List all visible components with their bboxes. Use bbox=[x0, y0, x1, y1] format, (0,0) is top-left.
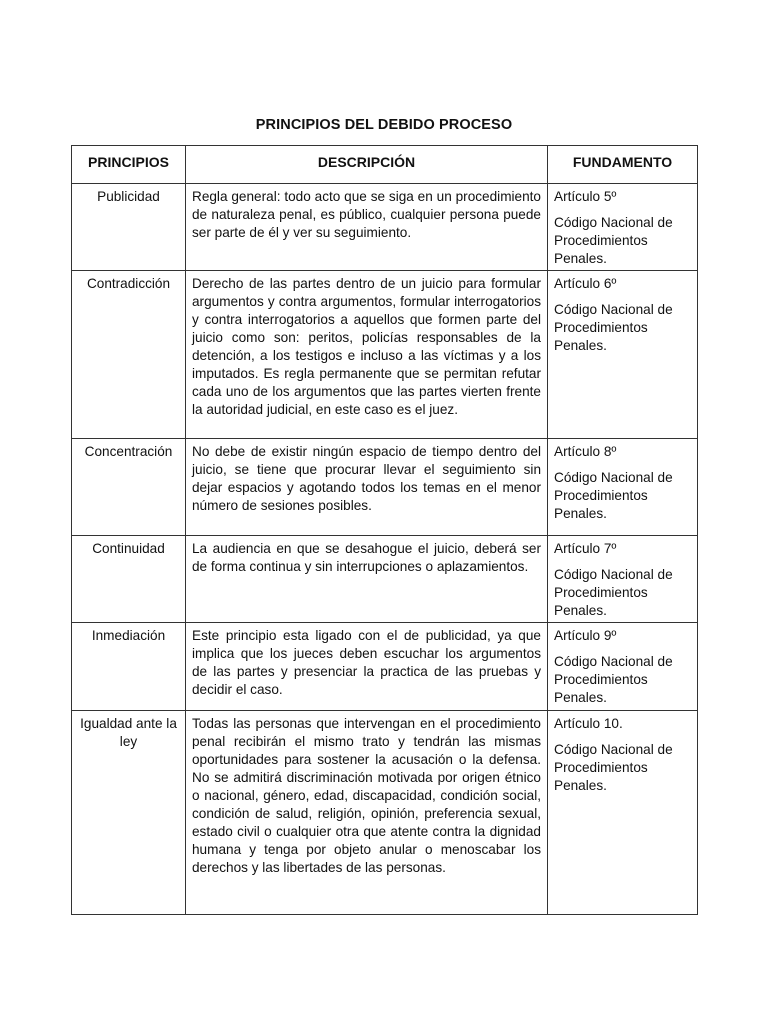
basis-article: Artículo 7º bbox=[554, 541, 617, 556]
column-header-basis: FUNDAMENTO bbox=[548, 146, 698, 184]
table-row bbox=[72, 271, 698, 439]
table-row bbox=[72, 623, 698, 711]
principle-description: Regla general: todo acto que se siga en un procedimiento de naturaleza penal, es público, cualquier persona puede ser parte de él y ver su seguimiento. bbox=[186, 184, 548, 271]
principle-description: La audiencia en que se desahogue el juicio, deberá ser de forma continua y sin interrupciones o aplazamientos. bbox=[186, 536, 548, 623]
principle-name: Contradicción bbox=[72, 271, 186, 439]
principle-description: Derecho de las partes dentro de un juicio para formular argumentos y contra argumentos, formular interrogatorios y contra interrogatorios a aquellos que formen parte del juicio como son: peritos, policías responsables de la detención, a los testigos e incluso a las víctimas y a los imputados. Es regla permanente que se permitan refutar cada uno de los argumentos que las partes vierten frente la autoridad judicial, en este caso es el juez. bbox=[186, 271, 548, 439]
basis-code: Código Nacional de Procedimientos Penales. bbox=[554, 470, 673, 521]
principle-name: Igualdad ante la ley bbox=[72, 711, 186, 915]
principle-basis bbox=[548, 184, 698, 271]
basis-article: Artículo 10. bbox=[554, 716, 623, 731]
principle-name: Concentración bbox=[72, 439, 186, 536]
table-row bbox=[72, 439, 698, 536]
principle-basis bbox=[548, 711, 698, 915]
principle-name: Continuidad bbox=[72, 536, 186, 623]
principle-description: Este principio esta ligado con el de publicidad, ya que implica que los jueces deben escuchar los argumentos de las partes y presenciar la practica de las pruebas y decidir el caso. bbox=[186, 623, 548, 711]
column-header-description: DESCRIPCIÓN bbox=[186, 146, 548, 184]
principle-description: No debe de existir ningún espacio de tiempo dentro del juicio, se tiene que procurar llevar el seguimiento sin dejar espacios y agotando todos los temas en el menor número de sesiones posibles. bbox=[186, 439, 548, 536]
basis-article: Artículo 9º bbox=[554, 628, 617, 643]
basis-code: Código Nacional de Procedimientos Penales. bbox=[554, 302, 673, 353]
basis-article: Artículo 8º bbox=[554, 444, 617, 459]
principle-name: Inmediación bbox=[72, 623, 186, 711]
principle-basis bbox=[548, 536, 698, 623]
principle-name: Publicidad bbox=[72, 184, 186, 271]
basis-code: Código Nacional de Procedimientos Penales. bbox=[554, 567, 673, 618]
basis-article: Artículo 6º bbox=[554, 276, 617, 291]
principle-description: Todas las personas que intervengan en el procedimiento penal recibirán el mismo trato y tendrán las mismas oportunidades para sostener la acusación o la defensa. No se admitirá discriminación motivada por origen étnico o nacional, género, edad, discapacidad, condición social, condición de salud, religión, opinión, preferencia sexual, estado civil o cualquier otra que atente contra la dignidad humana y tenga por objeto anular o menoscabar los derechos y las libertades de las personas. bbox=[186, 711, 548, 915]
table-row bbox=[72, 536, 698, 623]
column-header-principles: PRINCIPIOS bbox=[72, 146, 186, 184]
principle-basis bbox=[548, 271, 698, 439]
basis-code: Código Nacional de Procedimientos Penales. bbox=[554, 654, 673, 705]
principle-basis bbox=[548, 439, 698, 536]
document-title: PRINCIPIOS DEL DEBIDO PROCESO bbox=[255, 117, 513, 133]
basis-code: Código Nacional de Procedimientos Penales. bbox=[554, 215, 673, 266]
table-row bbox=[72, 184, 698, 271]
table-header-row bbox=[72, 146, 698, 184]
basis-article: Artículo 5º bbox=[554, 189, 617, 204]
table-row bbox=[72, 711, 698, 915]
principles-table bbox=[71, 145, 698, 915]
principle-basis bbox=[548, 623, 698, 711]
basis-code: Código Nacional de Procedimientos Penales. bbox=[554, 742, 673, 793]
